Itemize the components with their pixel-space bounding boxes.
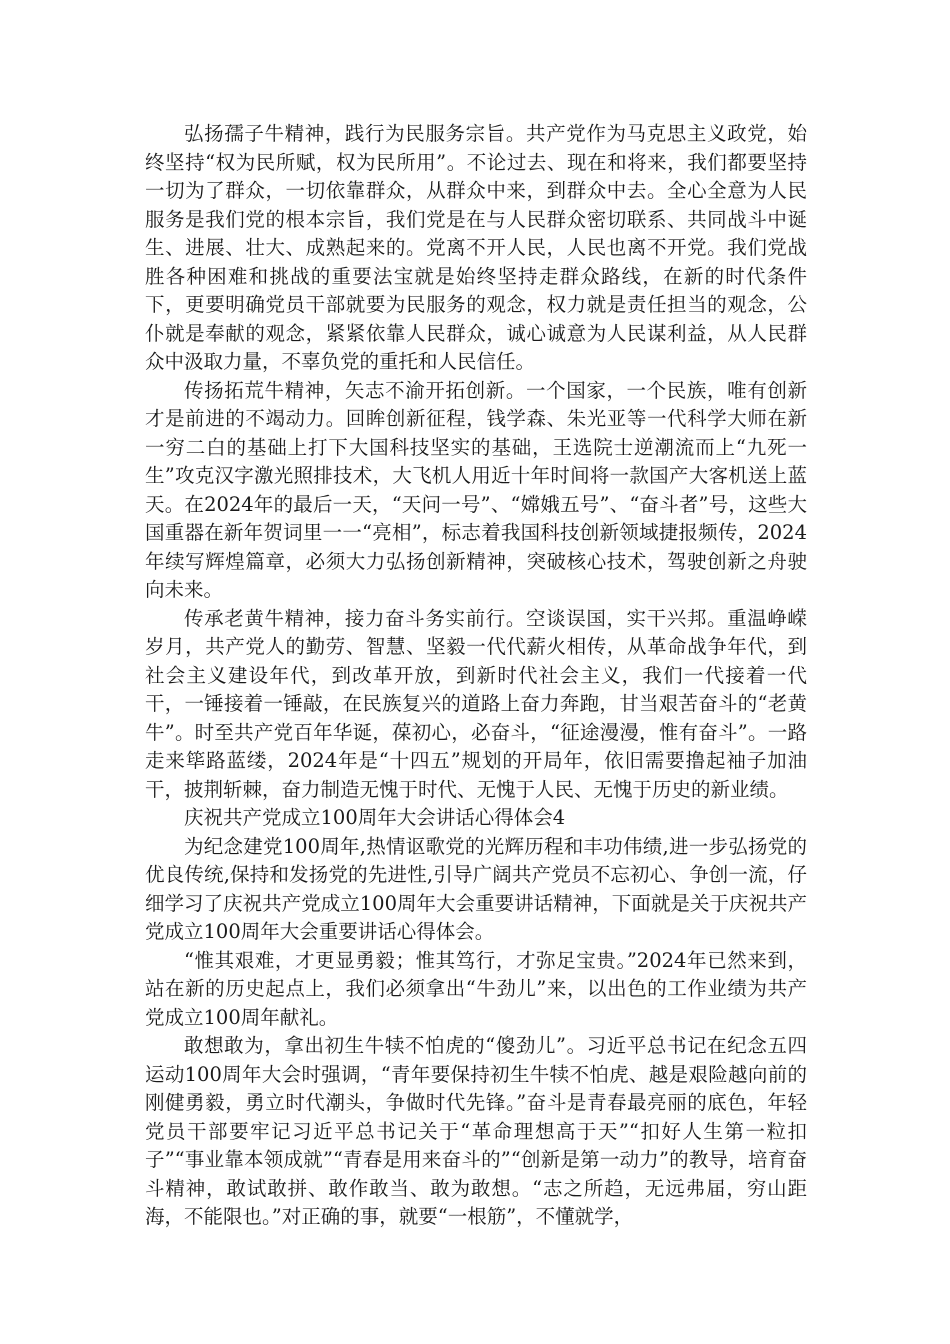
paragraph-2: 传扬拓荒牛精神，矢志不渝开拓创新。一个国家，一个民族，唯有创新才是前进的不竭动力。回眸创新征程，钱学森、朱光亚等一代科学大师在新一穷二白的基础上打下大国科技坚实的基础，王选院士逆潮流而上“九死一生”攻克汉字激光照排技术，大飞机人用近十年时间将一款国产大客机送上蓝天。在2024年的最后一天，“天问一号”、“嫦娥五号”、“奋斗者”号，这些大国重器在新年贺词里一一“亮相”，标志着我国科技创新领域捷报频传，2024年续写辉煌篇章，必须大力弘扬创新精神，突破核心技术，驾驶创新之舟驶向未来。	[145, 378, 807, 601]
paragraph-3: 传承老黄牛精神，接力奋斗务实前行。空谈误国，实干兴邦。重温峥嵘岁月，共产党人的勤劳、智慧、坚毅一代代薪火相传，从革命战争年代，到社会主义建设年代，到改革开放，到新时代社会主义，我们一代接着一代干，一锤接着一锤敲，在民族复兴的道路上奋力奔跑，甘当艰苦奋斗的“老黄牛”。时至共产党百年华诞，葆初心，必奋斗，“征途漫漫，惟有奋斗”。一路走来筚路蓝缕，2024年是“十四五”规划的开局年，依旧需要撸起袖子加油干，披荆斩棘，奋力制造无愧于时代、无愧于人民、无愧于历史的新业绩。	[145, 606, 807, 801]
document-page	[145, 120, 807, 1232]
paragraph-4: 为纪念建党100周年,热情讴歌党的光辉历程和丰功伟绩,进一步弘扬党的优良传统,保持和发扬党的先进性,引导广阔共产党员不忘初心、争创一流，仔细学习了庆祝共产党成立100周年大会重要讲话精神，下面就是关于庆祝共产党成立100周年大会重要讲话心得体会。	[145, 834, 807, 943]
section-heading: 庆祝共产党成立100周年大会讲话心得体会4	[184, 806, 566, 829]
paragraph-6: 敢想敢为，拿出初生牛犊不怕虎的“傻劲儿”。习近平总书记在纪念五四运动100周年大会时强调，“青年要保持初生牛犊不怕虎、越是艰险越向前的刚健勇毅，勇立时代潮头，争做时代先锋。”奋斗是青春最亮丽的底色，年轻党员干部要牢记习近平总书记关于“革命理想高于天”“扣好人生第一粒扣子”“事业靠本领成就”“青春是用来奋斗的”“创新是第一动力”的教导，培育奋斗精神，敢试敢拼、敢作敢当、敢为敢想。“志之所趋，无远弗届，穷山距海，不能限也。”对正确的事，就要“一根筋”，不懂就学，	[145, 1034, 807, 1228]
paragraph-5: “惟其艰难，才更显勇毅；惟其笃行，才弥足宝贵。”2024年已然来到，站在新的历史起点上，我们必须拿出“牛劲儿”来，以出色的工作业绩为共产党成立100周年献礼。	[145, 948, 807, 1029]
paragraph-1: 弘扬孺子牛精神，践行为民服务宗旨。共产党作为马克思主义政党，始终坚持“权为民所赋，权为民所用”。不论过去、现在和将来，我们都要坚持一切为了群众，一切依靠群众，从群众中来，到群众中去。全心全意为人民服务是我们党的根本宗旨，我们党是在与人民群众密切联系、共同战斗中诞生、进展、壮大、成熟起来的。党离不开人民，人民也离不开党。我们党战胜各种困难和挑战的重要法宝就是始终坚持走群众路线，在新的时代条件下，更要明确党员干部就要为民服务的观念，权力就是责任担当的观念，公仆就是奉献的观念，紧紧依靠人民群众，诚心诚意为人民谋利益，从人民群众中汲取力量，不辜负党的重托和人民信任。	[145, 122, 807, 373]
